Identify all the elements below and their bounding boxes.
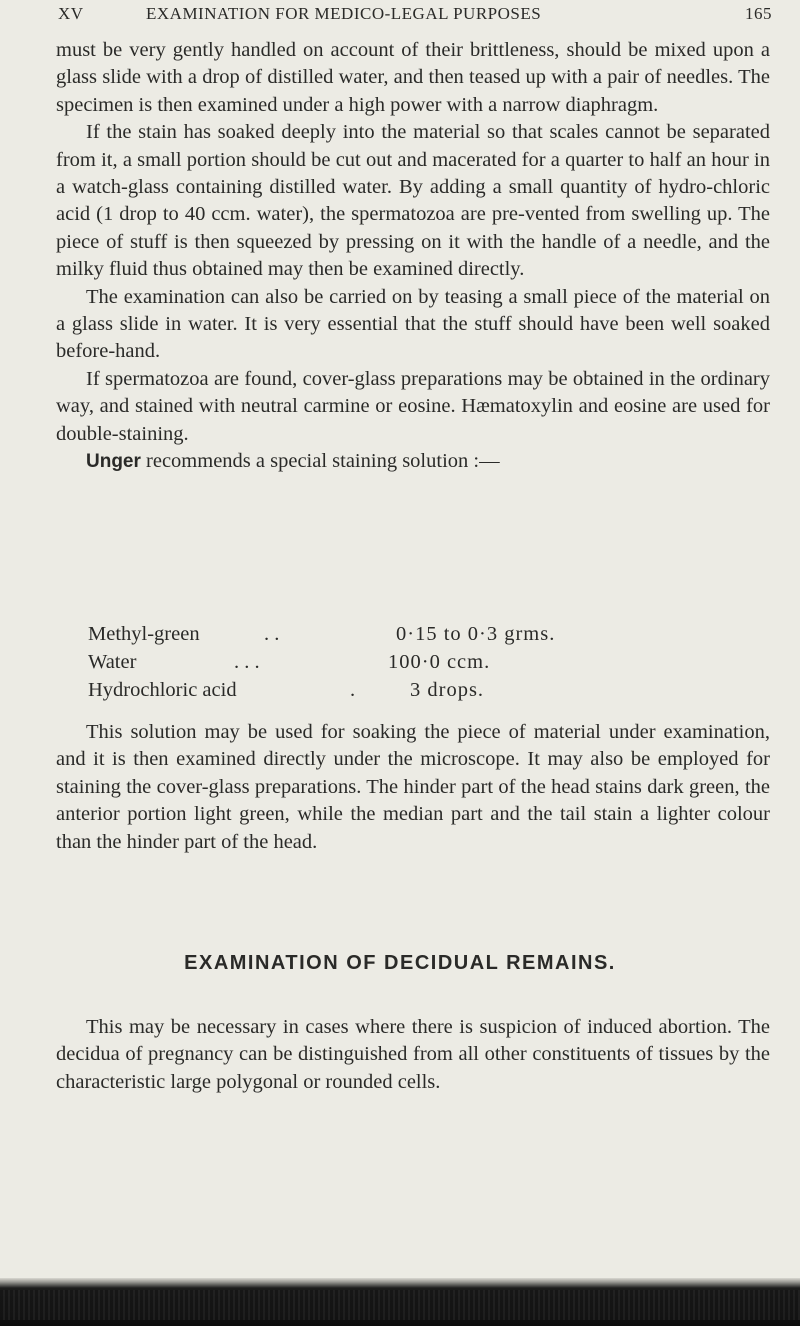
recipe-amount: 100·0 ccm. [388, 651, 491, 673]
recipe-leader-dots: . [350, 679, 356, 701]
author-name: Unger [86, 451, 141, 473]
running-title: EXAMINATION FOR MEDICO-LEGAL PURPOSES [146, 4, 542, 23]
paragraph-solution-use: This solution may be used for soaking the piece of material under examination, and it is then examined directly under the microscope. It may also be employed for staining the cover-glass preparations. The hinder part of the head stains dark green, the anterior portion light green, while the median part and the tail stain a lighter colour than the hinder part of the head. [56, 721, 770, 853]
paragraph-maceration: If the stain has soaked deeply into the material so that scales cannot be separated from it, a small portion should be cut out and macerated for a quarter to half an hour in a watch-glass containing distilled water. By adding a small quantity of hydro-chloric acid (1 drop to 40 ccm. water), the spermatozoa are pre-vented from swelling up. The piece of stuff is then squeezed by pressing on it with the handle of a needle, and the milky fluid thus obtained may then be examined directly. [56, 121, 770, 281]
unger-text: recommends a special staining solution :— [140, 450, 500, 473]
body-text [56, 37, 770, 476]
recipe-row [88, 676, 648, 704]
scan-edge-texture [0, 1290, 800, 1320]
paragraph-continued: must be very gently handled on account of their brittleness, should be mixed upon a glass slide with a drop of distilled water, and then teased up with a pair of needles. The specimen is then examined under a high power with a narrow diaphragm. [56, 39, 770, 116]
page-number: 165 [745, 4, 772, 23]
recipe-ingredient: Hydrochloric acid [88, 679, 237, 701]
recipe-row [88, 648, 648, 676]
recipe-ingredient: Methyl-green [88, 623, 200, 645]
recipe-row [88, 620, 648, 648]
paragraph-unger [56, 448, 770, 475]
recipe-leader-dots: . . . [234, 651, 260, 673]
recipe-leader-dots: . . [264, 623, 280, 645]
running-header [58, 4, 772, 28]
recipe-amount: 0·15 to 0·3 grms. [396, 623, 556, 645]
staining-recipe [88, 620, 648, 704]
body-text-after-recipe [56, 719, 770, 856]
section-body [56, 1014, 770, 1096]
paragraph-cover-glass: If spermatozoa are found, cover-glass preparations may be obtained in the ordinary way, and stained with neutral carmine or eosine. Hæmatoxylin and eosine are used for double-staining. [56, 367, 770, 445]
recipe-ingredient: Water [88, 651, 137, 673]
section-heading: EXAMINATION OF DECIDUAL REMAINS. [184, 952, 616, 974]
chapter-number: XV [58, 4, 84, 23]
scan-edge-shadow [0, 1278, 800, 1326]
paragraph-decidual: This may be necessary in cases where there is suspicion of induced abortion. The decidua of pregnancy can be distinguished from all other constituents of tissues by the characteristic large polygonal or rounded cells. [56, 1016, 770, 1093]
recipe-amount: 3 drops. [410, 679, 485, 701]
paragraph-teasing: The examination can also be carried on by teasing a small piece of the material on a glass slide in water. It is very essential that the stuff should have been well soaked before-hand. [56, 285, 770, 363]
